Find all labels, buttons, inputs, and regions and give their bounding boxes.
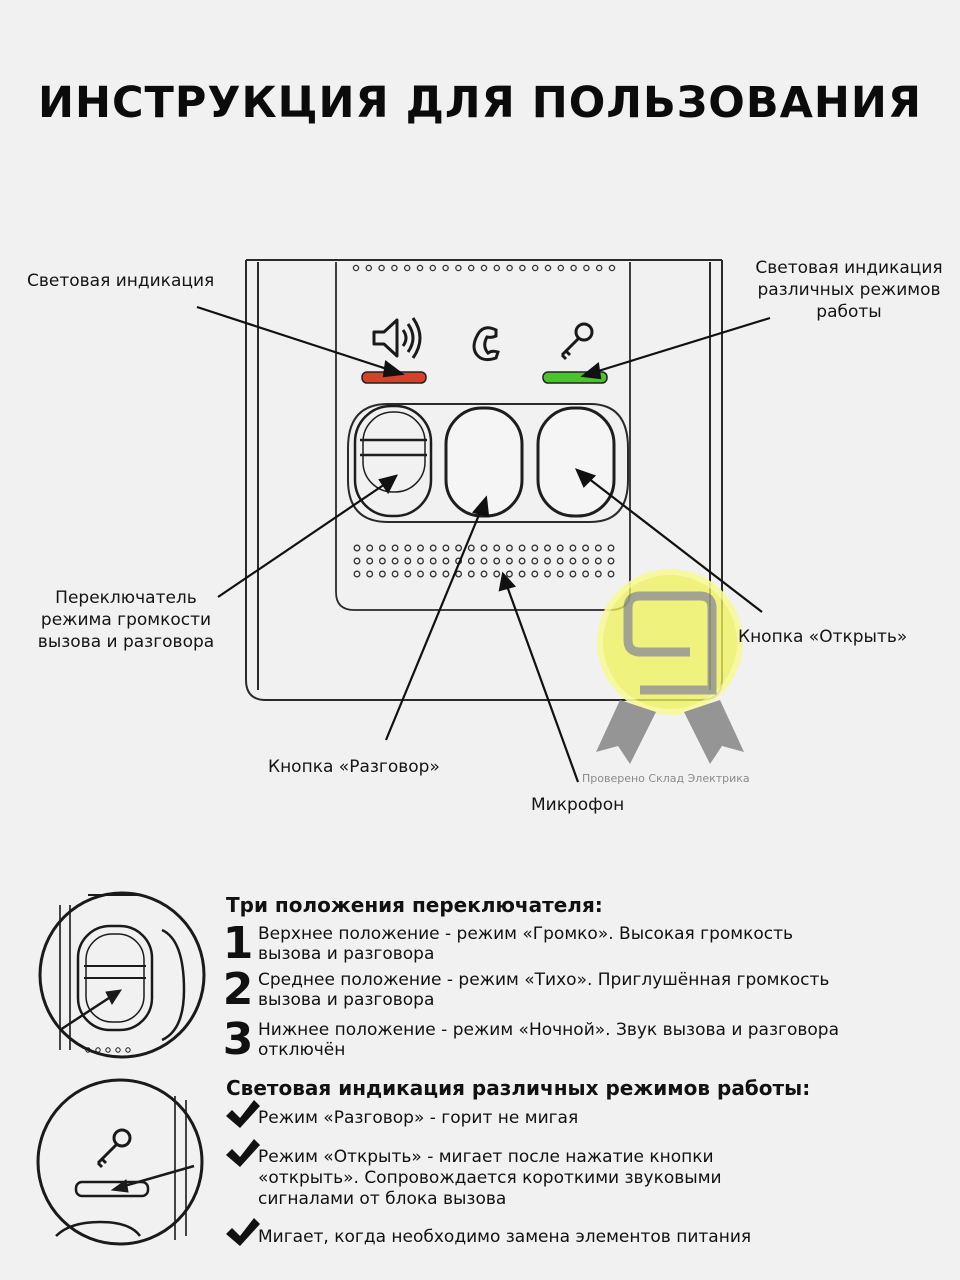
- switch-zoom-illustration: [40, 893, 204, 1057]
- item-number: 2: [222, 964, 254, 1015]
- item-number: 3: [222, 1014, 254, 1065]
- page-title: ИНСТРУКЦИЯ ДЛЯ ПОЛЬЗОВАНИЯ: [37, 78, 922, 128]
- callout-microphone: Микрофон: [531, 795, 625, 815]
- speaker-grille-top: [353, 265, 614, 270]
- checkmark-icon: [226, 1100, 260, 1246]
- speaker-icon: [374, 318, 420, 358]
- item-number: 1: [222, 918, 254, 969]
- item-text: Режим «Открыть» - мигает после нажатие кнопки «открыть». Сопровождается короткими звуковыми сигналами от блока вызова: [258, 1147, 722, 1209]
- callout-modes-indication: Световая индикация различных режимов работы: [755, 258, 943, 322]
- watermark-seal-icon: [596, 572, 744, 764]
- indication-section-heading: Световая индикация различных режимов работы:: [226, 1076, 811, 1100]
- item-text: Верхнее положение - режим «Громко». Высокая громкость вызова и разговора: [258, 924, 794, 964]
- volume-switch: [355, 406, 431, 516]
- handset-icon: [474, 328, 498, 360]
- item-text: Режим «Разговор» - горит не мигая: [258, 1108, 579, 1128]
- switch-section-heading: Три положения переключателя:: [226, 893, 603, 917]
- callout-open-button: Кнопка «Открыть»: [738, 627, 908, 647]
- callout-light-indication: Световая индикация: [27, 271, 215, 291]
- microphone-grille: [354, 545, 614, 577]
- item-text: Нижнее положение - режим «Ночной». Звук вызова и разговора отключён: [258, 1020, 839, 1060]
- led-zoom-illustration: [38, 1080, 202, 1244]
- callout-talk-button: Кнопка «Разговор»: [268, 757, 440, 777]
- callout-volume-switch: Переключатель режима громкости вызова и разговора: [37, 588, 215, 652]
- item-text: Среднее положение - режим «Тихо». Приглушённая громкость вызова и разговора: [258, 970, 830, 1010]
- open-button: [538, 408, 614, 516]
- watermark-caption: Проверено Склад Электрика: [582, 772, 750, 785]
- key-icon: [562, 324, 592, 359]
- item-text: Мигает, когда необходимо замена элементов питания: [258, 1227, 752, 1247]
